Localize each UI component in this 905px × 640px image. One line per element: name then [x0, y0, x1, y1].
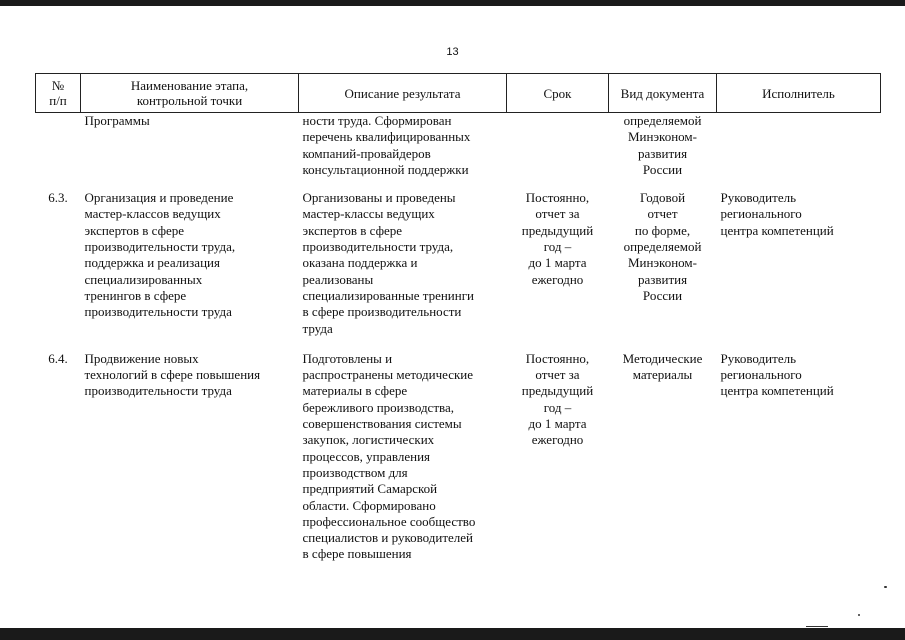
row-stage: Программы [84, 113, 150, 128]
row-deadline: Постоянно, отчет за предыдущий год – до 1 марта ежегодно [521, 350, 594, 448]
scan-speck [884, 586, 887, 588]
plan-table [35, 73, 881, 563]
page-number: 13 [446, 46, 459, 58]
row-result: Подготовлены и распространены методические материалы в сфере бережливого производства, совершенствования системы закупок, логистических процессов, управления производством для предприятий Самарской области. Сформировано профессиональное сообщество специалистов и руководителей в сфере повышения [302, 350, 476, 562]
top-scan-edge [0, 0, 905, 6]
row-deadline [507, 113, 609, 191]
table-row [36, 190, 881, 351]
header-result: Описание результата [299, 74, 507, 113]
row-number: 6.3. [48, 190, 68, 206]
table-header-row [36, 74, 881, 113]
header-deadline: Срок [507, 74, 609, 113]
scan-speck [806, 626, 828, 627]
header-number: № п/п [36, 74, 81, 113]
row-number [36, 113, 81, 191]
row-deadline: Постоянно, отчет за предыдущий год – до 1 марта ежегодно [521, 190, 594, 287]
row-executor [717, 113, 881, 191]
header-stage: Наименование этапа, контрольной точки [81, 74, 299, 113]
table-row [36, 113, 881, 191]
row-executor: Руководитель регионального центра компетенций [720, 190, 834, 238]
header-doc-type: Вид документа [609, 74, 717, 113]
row-doc-type: определяемой Минэконом- развития России [623, 113, 702, 177]
bottom-scan-edge [0, 628, 905, 640]
row-executor: Руководитель регионального центра компетенций [720, 350, 834, 399]
scan-speck [858, 614, 860, 616]
table-row [36, 351, 881, 563]
row-number: 6.4. [48, 350, 68, 366]
row-stage: Продвижение новых технологий в сфере повышения производительности труда [84, 350, 261, 399]
row-stage: Организация и проведение мастер-классов ведущих экспертов в сфере производительности труда, поддержка и реализация специализированных тренингов в сфере производительности труда [84, 190, 236, 320]
row-doc-type: Методические материалы [622, 350, 703, 383]
row-result: Организованы и проведены мастер-классы ведущих экспертов в сфере производительности труда, оказана поддержка и реализованы специализированные тренинги в сфере производительности труда [302, 190, 475, 336]
row-doc-type: Годовой отчет по форме, определяемой Минэконом- развития России [623, 190, 702, 303]
row-result: ности труда. Сформирован перечень квалифицированных компаний-провайдеров консультационной поддержки [302, 113, 471, 177]
header-executor: Исполнитель [717, 74, 881, 113]
